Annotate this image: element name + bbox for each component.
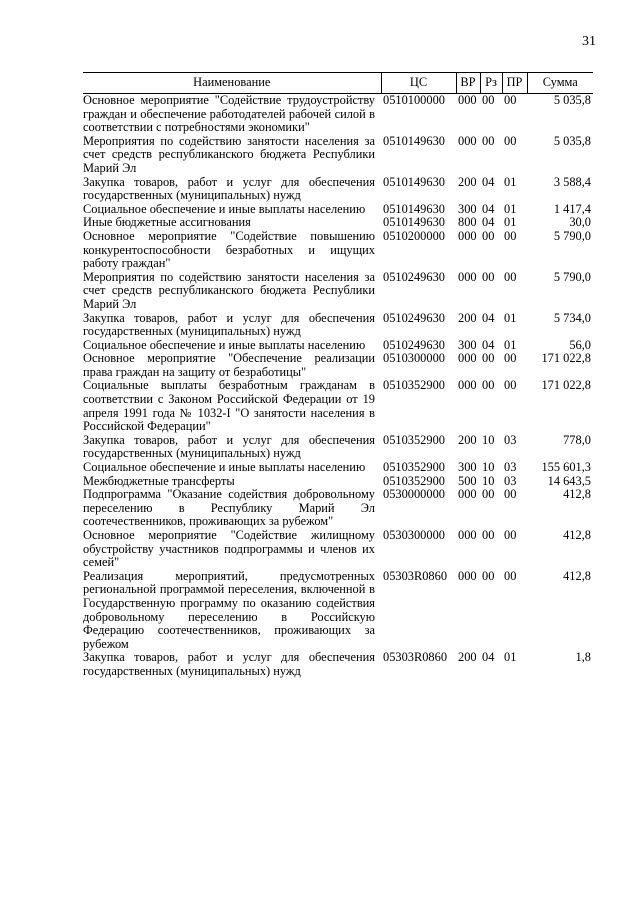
table-row	[83, 434, 593, 461]
cell-vr: 000	[458, 133, 477, 148]
cell-sum: 412,8	[563, 568, 591, 583]
cell-name: Основное мероприятие "Содействие жилищному обустройству участников подпрограммы и членов их семей"	[83, 528, 375, 570]
cell-name: Иные бюджетные ассигнования	[83, 215, 251, 230]
cell-name: Основное мероприятие "Содействие трудоустройству граждан и обеспечение работодателей рабочей силой в соответствии с потребностями экономики"	[83, 93, 375, 135]
cell-pr: 01	[504, 215, 517, 230]
table-row	[83, 135, 593, 176]
cell-sum: 155 601,3	[541, 460, 591, 475]
cell-cs: 0510100000	[383, 93, 445, 107]
cell-rz: 04	[482, 310, 495, 325]
cell-rz: 00	[482, 487, 495, 502]
table-row	[83, 461, 593, 475]
table-row	[83, 352, 593, 379]
cell-pr: 01	[504, 174, 517, 189]
cell-pr: 00	[504, 133, 517, 148]
cell-cs: 0510149630	[383, 133, 445, 148]
cell-cs: 0530000000	[383, 487, 445, 502]
header-cs: ЦС	[381, 73, 456, 94]
cell-cs: 0510149630	[383, 201, 445, 216]
cell-sum: 5 734,0	[553, 310, 591, 325]
table-row	[83, 271, 593, 312]
cell-vr: 300	[458, 201, 477, 216]
cell-vr: 000	[458, 228, 477, 243]
cell-name: Социальное обеспечение и иные выплаты населению	[83, 337, 366, 352]
cell-rz: 00	[482, 378, 495, 393]
cell-pr: 01	[504, 650, 517, 665]
cell-sum: 3 588,4	[553, 174, 591, 189]
cell-vr: 200	[458, 432, 477, 447]
cell-vr: 800	[458, 215, 477, 230]
cell-sum: 171 022,8	[541, 351, 591, 366]
cell-vr: 000	[458, 528, 477, 542]
cell-pr: 01	[504, 310, 517, 325]
cell-name: Социальные выплаты безработным гражданам в соответствии с Законом Российской Федерации от 19 апреля 1991 года № 1032-I "О занятости населения в Российской Федерации"	[83, 378, 375, 434]
cell-cs: 0510352900	[383, 473, 445, 488]
cell-rz: 00	[482, 351, 495, 366]
cell-sum: 778,0	[563, 432, 591, 447]
cell-vr: 200	[458, 174, 477, 189]
cell-rz: 10	[482, 432, 495, 447]
cell-rz: 00	[482, 228, 495, 243]
cell-rz: 10	[482, 460, 495, 475]
cell-sum: 5 035,8	[553, 93, 591, 107]
cell-vr: 000	[458, 351, 477, 366]
cell-name: Мероприятия по содействию занятости населения за счет средств республиканского бюджета Республики Марий Эл	[83, 133, 375, 175]
table-row	[83, 570, 593, 652]
cell-cs: 05303R0860	[383, 568, 448, 583]
cell-sum: 14 643,5	[547, 473, 591, 488]
cell-rz: 04	[482, 650, 495, 665]
cell-pr: 00	[504, 528, 517, 542]
cell-cs: 0510352900	[383, 460, 445, 475]
cell-rz: 04	[482, 215, 495, 230]
table-row	[83, 176, 593, 203]
table-header	[83, 73, 593, 94]
cell-cs: 0510300000	[383, 351, 445, 366]
cell-vr: 000	[458, 487, 477, 502]
cell-rz: 00	[482, 93, 495, 107]
cell-name: Основное мероприятие "Содействие повышению конкурентоспособности безработных и ищущих работу граждан"	[83, 228, 375, 271]
cell-sum: 5 035,8	[553, 133, 591, 148]
cell-pr: 03	[504, 473, 517, 488]
header-name: Наименование	[83, 73, 381, 94]
table-row	[83, 312, 593, 339]
cell-vr: 500	[458, 473, 477, 488]
cell-cs: 0510249630	[383, 269, 445, 284]
cell-cs: 0530300000	[383, 528, 445, 542]
cell-rz: 04	[482, 337, 495, 352]
cell-pr: 03	[504, 460, 517, 475]
table-row	[83, 94, 593, 135]
cell-rz: 04	[482, 174, 495, 189]
cell-rz: 00	[482, 133, 495, 148]
header-sum: Сумма	[527, 73, 593, 94]
cell-name: Мероприятия по содействию занятости населения за счет средств республиканского бюджета Республики Марий Эл	[83, 269, 375, 311]
cell-pr: 00	[504, 378, 517, 393]
table-row	[83, 216, 593, 230]
cell-rz: 04	[482, 201, 495, 216]
cell-sum: 5 790,0	[553, 228, 591, 243]
header-rz: Рз	[480, 73, 502, 94]
cell-vr: 300	[458, 460, 477, 475]
table-body	[83, 94, 593, 679]
cell-sum: 171 022,8	[541, 378, 591, 393]
cell-cs: 0510352900	[383, 378, 445, 393]
cell-name: Закупка товаров, работ и услуг для обеспечения государственных (муниципальных) нужд	[83, 174, 375, 203]
cell-pr: 00	[504, 93, 517, 107]
cell-vr: 200	[458, 650, 477, 665]
cell-pr: 00	[504, 568, 517, 583]
cell-cs: 0510149630	[383, 174, 445, 189]
cell-rz: 10	[482, 473, 495, 488]
cell-vr: 000	[458, 568, 477, 583]
table-row	[83, 475, 593, 489]
cell-pr: 00	[504, 228, 517, 243]
table-row	[83, 488, 593, 529]
cell-sum: 1,8	[575, 650, 591, 665]
table-row	[83, 529, 593, 570]
cell-cs: 0510249630	[383, 310, 445, 325]
cell-rz: 00	[482, 269, 495, 284]
table-row	[83, 203, 593, 217]
cell-pr: 01	[504, 337, 517, 352]
cell-cs: 0510149630	[383, 215, 445, 230]
cell-sum: 412,8	[563, 487, 591, 502]
cell-name: Подпрограмма "Оказание содействия добровольному переселению в Республику Марий Эл соотечественников, проживающих за рубежом"	[83, 487, 375, 529]
cell-vr: 200	[458, 310, 477, 325]
page-number: 31	[582, 34, 596, 49]
cell-sum: 5 790,0	[553, 269, 591, 284]
table-row	[83, 230, 593, 271]
cell-name: Закупка товаров, работ и услуг для обеспечения государственных (муниципальных) нужд	[83, 650, 375, 678]
cell-cs: 0510352900	[383, 432, 445, 447]
cell-cs: 0510249630	[383, 337, 445, 352]
header-vr: ВР	[456, 73, 480, 94]
cell-pr: 00	[504, 487, 517, 502]
cell-sum: 56,0	[569, 337, 591, 352]
cell-rz: 00	[482, 528, 495, 542]
cell-pr: 00	[504, 351, 517, 366]
cell-vr: 000	[458, 378, 477, 393]
cell-vr: 000	[458, 269, 477, 284]
cell-name: Закупка товаров, работ и услуг для обеспечения государственных (муниципальных) нужд	[83, 310, 375, 339]
cell-pr: 00	[504, 269, 517, 284]
cell-vr: 300	[458, 337, 477, 352]
cell-sum: 1 417,4	[553, 201, 591, 216]
cell-name: Закупка товаров, работ и услуг для обеспечения государственных (муниципальных) нужд	[83, 432, 375, 461]
cell-name: Социальное обеспечение и иные выплаты населению	[83, 460, 366, 475]
cell-sum: 412,8	[563, 528, 591, 542]
cell-rz: 00	[482, 568, 495, 583]
budget-table	[83, 72, 593, 679]
cell-cs: 0510200000	[383, 228, 445, 243]
cell-name: Реализация мероприятий, предусмотренных региональной программой переселения, включенной в Государственную программу по оказанию содействия добровольному переселению в Российскую Федерацию соотечественников, проживающих за рубежом	[83, 568, 375, 651]
cell-cs: 05303R0860	[383, 650, 448, 665]
cell-pr: 01	[504, 201, 517, 216]
header-pr: ПР	[502, 73, 527, 94]
cell-name: Социальное обеспечение и иные выплаты населению	[83, 201, 366, 216]
cell-name: Основное мероприятие "Обеспечение реализации права граждан на защиту от безработицы"	[83, 351, 375, 379]
cell-pr: 03	[504, 432, 517, 447]
cell-name: Межбюджетные трансферты	[83, 473, 235, 488]
table-row	[83, 379, 593, 433]
table-row	[83, 339, 593, 353]
table-row	[83, 651, 593, 678]
cell-sum: 30,0	[569, 215, 591, 230]
cell-vr: 000	[458, 93, 477, 107]
